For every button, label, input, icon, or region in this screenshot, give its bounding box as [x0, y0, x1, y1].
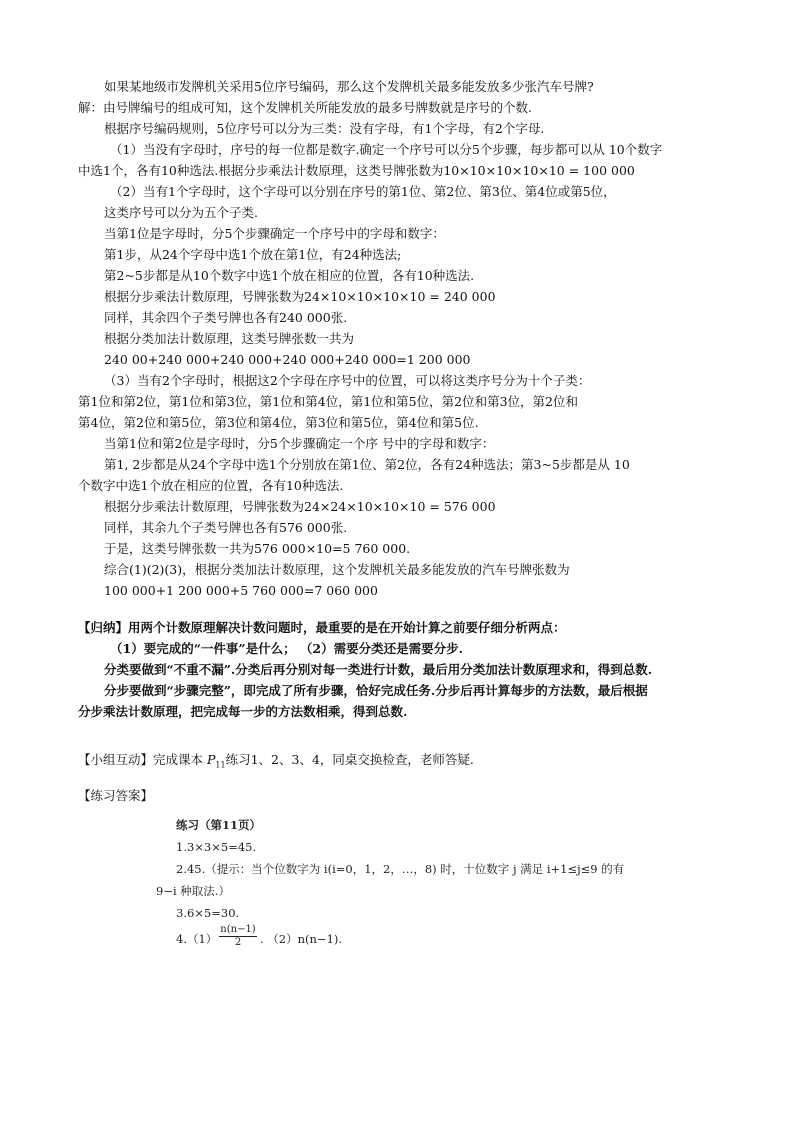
group-activity	[78, 752, 474, 774]
case2-line-c: 当第1位是字母时，分5个步骤确定一个序号中的字母和数字：	[104, 226, 445, 241]
case2-line-h: 根据分类加法计数原理，这类号牌张数一共为	[104, 331, 355, 346]
total-line-a: 综合(1)(2)(3)，根据分类加法计数原理，这个发牌机关最多能发放的汽车号牌张数为	[104, 562, 570, 577]
answers-label: 【练习答案】	[78, 788, 154, 803]
case3-line-d: 当第1位和第2位是字母时，分5个步骤确定一个序 号中的字母和数字：	[104, 436, 495, 451]
answer-2-line-a: 2.45.（提示：当个位数字为 i(i=0，1，2，…，8) 时，十位数字 j 满足 i+1≤j≤9 的有	[176, 862, 625, 876]
answer-4-fraction	[218, 924, 258, 949]
answer-4-tail: . （2）n(n−1).	[260, 932, 343, 946]
summary-points: （1）要完成的“一件事”是什么； （2）需要分类还是需要分步.	[110, 641, 463, 656]
summary-step-a: 分步要做到“步骤完整”，即完成了所有步骤，恰好完成任务.分步后再计算每步的方法数，最后根据	[104, 683, 648, 698]
case2-line-f: 根据分步乘法计数原理，号牌张数为24×10×10×10×10 = 240 000	[104, 289, 496, 304]
summary-title: 【归纳】用两个计数原理解决计数问题时，最重要的是在开始计算之前要仔细分析两点：	[78, 620, 566, 635]
case2-line-d: 第1步，从24个字母中选1个放在第1位，有24种选法;	[104, 247, 402, 262]
group-label-post: 练习1、2、3、4，同桌交换检查，老师答疑.	[225, 752, 474, 767]
fraction-denominator: 2	[234, 937, 242, 948]
case2-line-e: 第2~5步都是从10个数字中选1个放在相应的位置，各有10种选法.	[104, 268, 475, 283]
answer-4-label: 4.（1）	[176, 932, 218, 946]
case3-line-f: 个数字中选1个放在相应的位置，各有10种选法.	[78, 478, 344, 493]
case3-line-h: 同样，其余九个子类号牌也各有576 000张.	[104, 520, 348, 535]
solution-intro: 解：由号牌编号的组成可知，这个发牌机关所能发放的最多号牌数就是序号的个数.	[78, 100, 532, 115]
page-ref: P	[206, 752, 216, 767]
answer-1: 1.3×3×5=45.	[176, 840, 257, 854]
answer-2-line-b: 9−i 种取法.）	[156, 884, 230, 898]
case2-line-i: 240 00+240 000+240 000+240 000+240 000=1 200 000	[104, 352, 471, 367]
case2-line-g: 同样，其余四个子类号牌也各有240 000张.	[104, 310, 348, 325]
case3-line-b: 第1位和第2位，第1位和第3位，第1位和第4位，第1位和第5位，第2位和第3位，第2位和	[78, 394, 578, 409]
total-line-b: 100 000+1 200 000+5 760 000=7 060 000	[104, 583, 378, 598]
summary-classify: 分类要做到“不重不漏”.分类后再分别对每一类进行计数，最后用分类加法计数原理求和，得到总数.	[104, 662, 653, 677]
case3-line-c: 第4位，第2位和第5位，第3位和第4位，第3位和第5位，第4位和第5位.	[78, 415, 479, 430]
solution-rule: 根据序号编码规则，5位序号可以分为三类：没有字母，有1个字母，有2个字母.	[104, 121, 545, 136]
case2-line-a: （2）当有1个字母时，这个字母可以分别在序号的第1位、第2位、第3位、第4位或第5位，	[110, 184, 616, 199]
problem-statement: 如果某地级市发牌机关采用5位序号编码，那么这个发牌机关最多能发放多少张汽车号牌?	[104, 79, 594, 94]
case2-line-b: 这类序号可以分为五个子类.	[104, 205, 258, 220]
group-label: 【小组互动】完成课本	[78, 752, 207, 767]
case3-line-i: 于是，这类号牌张数一共为576 000×10=5 760 000.	[104, 541, 411, 556]
case1-line-a: （1）当没有字母时，序号的每一位都是数字.确定一个序号可以分5个步骤，每步都可以从 10个数字	[110, 142, 663, 157]
answers-heading: 练习（第11页）	[176, 818, 262, 832]
fraction-numerator: n(n−1)	[220, 924, 256, 935]
case3-line-e: 第1, 2步都是从24个字母中选1个分别放在第1位、第2位，各有24种选法；第3~5步都是从 10	[104, 457, 630, 472]
page-ref-sub: 11	[215, 760, 226, 770]
answer-3: 3.6×5=30.	[176, 906, 240, 920]
case1-line-b: 中选1个，各有10种选法.根据分步乘法计数原理，这类号牌张数为10×10×10×10×10 = 100 000	[78, 163, 635, 178]
case3-line-g: 根据分步乘法计数原理，号牌张数为24×24×10×10×10 = 576 000	[104, 499, 496, 514]
case3-line-a: （3）当有2个字母时，根据这2个字母在序号中的位置，可以将这类序号分为十个子类：	[104, 373, 591, 388]
summary-step-b: 分步乘法计数原理，把完成每一步的方法数相乘，得到总数.	[78, 704, 408, 719]
answers-scan	[156, 812, 640, 954]
